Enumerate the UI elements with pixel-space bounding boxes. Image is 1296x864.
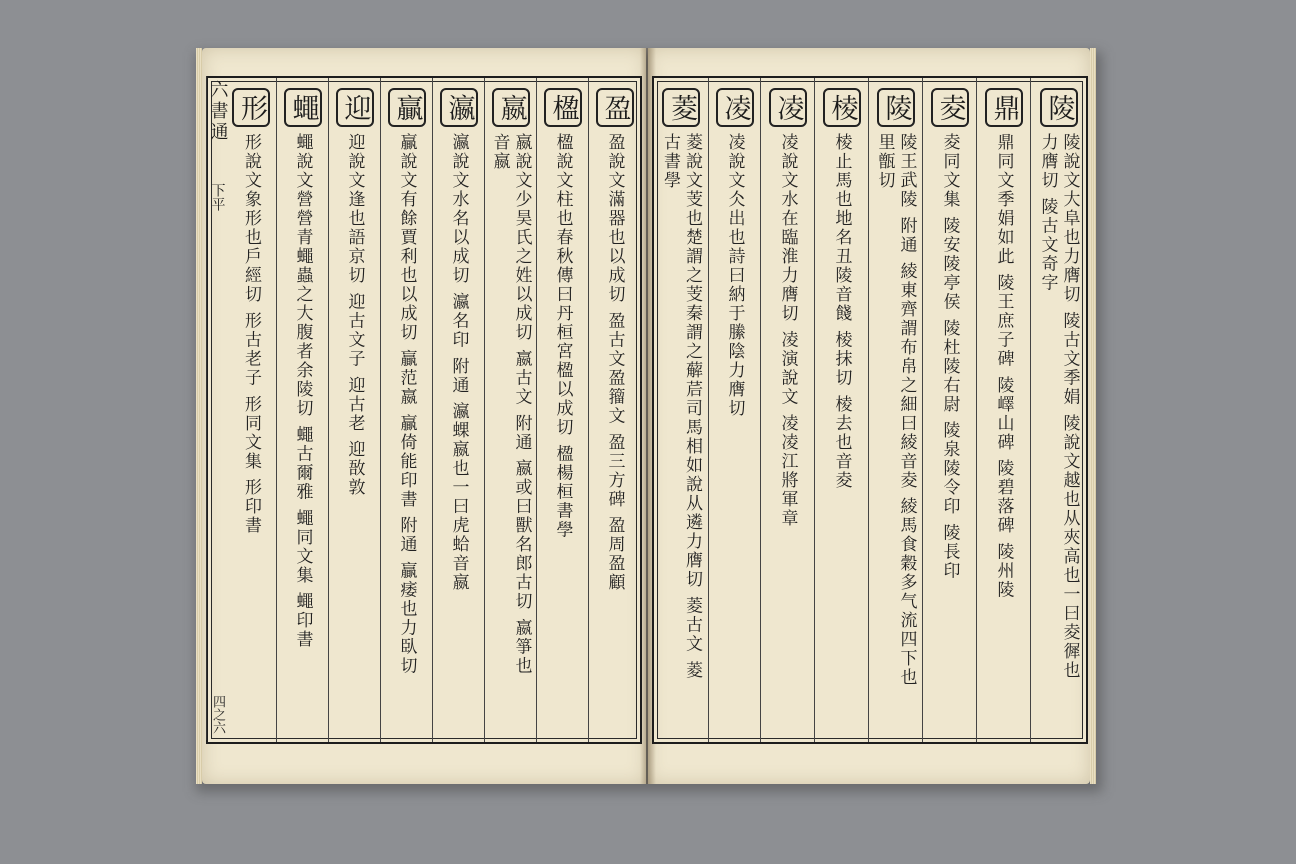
margin-strip (206, 76, 228, 740)
column (536, 78, 588, 742)
entry-text: 夌同文集 陵安陵亭侯 陵杜陵右尉 陵泉陵令印 陵長印 (939, 133, 960, 581)
headword: 凌 (769, 88, 807, 127)
left-page-frame (206, 76, 642, 744)
column (868, 78, 922, 742)
entry-text: 迎說文逢也語京切 迎古文子 迎古老 迎敔敦 (344, 133, 365, 498)
headword: 夌 (931, 88, 969, 127)
entry-text: 嬴說文少昊氏之姓以成切 嬴古文 附通 嬴或曰獸名郎古切 嬴箏也音嬴 (489, 133, 532, 676)
column (380, 78, 432, 742)
entry-text: 鼎同文季娟如此 陵王庶子碑 陵嶧山碑 陵碧落碑 陵州陵 (993, 133, 1014, 600)
column (484, 78, 536, 742)
entry-text: 贏說文有餘賈利也以成切 贏范嬴 贏倚能印書 附通 贏痿也力臥切 (396, 133, 417, 676)
entry-text: 棱止馬也地名丑陵音餞 棱抹切 棱去也音夌 (831, 133, 852, 490)
column (1030, 78, 1086, 742)
headword: 嬴 (492, 88, 530, 127)
column (432, 78, 484, 742)
entry-text: 凌說文仌出也詩曰納于縢陰力膺切 (724, 133, 745, 418)
column (708, 78, 760, 742)
headword: 菱 (662, 88, 700, 127)
right-page-edge (1090, 48, 1096, 784)
entry-text: 形說文象形也戶經切 形古老子 形同文集 形印書 (241, 133, 261, 536)
page-number: 四之六 (210, 695, 225, 734)
entry-text: 陵王武陵 附通 綾東齊謂布帛之細曰綾音夌 綾馬食穀多气流四下也里甑切 (874, 133, 917, 688)
headword: 形 (232, 88, 270, 127)
entry-text: 菱說文芰也楚謂之芰秦謂之薢茩司馬相如說从遴力膺切 菱古文 菱古書學 (660, 133, 702, 680)
headword: 陵 (1040, 88, 1078, 127)
book-title: 六書通 (207, 80, 229, 143)
column (760, 78, 814, 742)
entry-text: 陵說文大阜也力膺切 陵古文季娟 陵說文越也从夾高也一曰夌徲也力膺切 陵古文奇字 (1037, 133, 1080, 680)
column (654, 78, 708, 742)
headword: 瀛 (440, 88, 478, 127)
entry-text: 盈說文滿器也以成切 盈古文盈籀文 盈三方碑 盈周盈顧 (604, 133, 625, 593)
entry-text: 瀛說文水名以成切 瀛名印 附通 瀛蜾嬴也一曰虎蛤音嬴 (448, 133, 469, 593)
headword: 鼎 (985, 88, 1023, 127)
entry-text: 楹說文柱也春秋傳曰丹桓宮楹以成切 楹楊桓書學 (552, 133, 573, 540)
headword: 蠅 (284, 88, 322, 127)
headword: 楹 (544, 88, 582, 127)
entry-text: 蠅說文營營青蠅蟲之大腹者余陵切 蠅古爾雅 蠅同文集 蠅印書 (292, 133, 313, 650)
column (276, 78, 328, 742)
headword: 陵 (877, 88, 915, 127)
headword: 盈 (596, 88, 634, 127)
column (814, 78, 868, 742)
column (226, 78, 276, 742)
headword: 迎 (336, 88, 374, 127)
column (588, 78, 640, 742)
column (976, 78, 1030, 742)
entry-text: 凌說文水在臨淮力膺切 凌演說文 凌凌江將軍章 (777, 133, 798, 528)
headword: 贏 (388, 88, 426, 127)
headword: 凌 (716, 88, 754, 127)
right-page-frame (652, 76, 1088, 744)
column (922, 78, 976, 742)
headword: 棱 (823, 88, 861, 127)
juan-label: 下平 (209, 183, 226, 211)
column (328, 78, 380, 742)
